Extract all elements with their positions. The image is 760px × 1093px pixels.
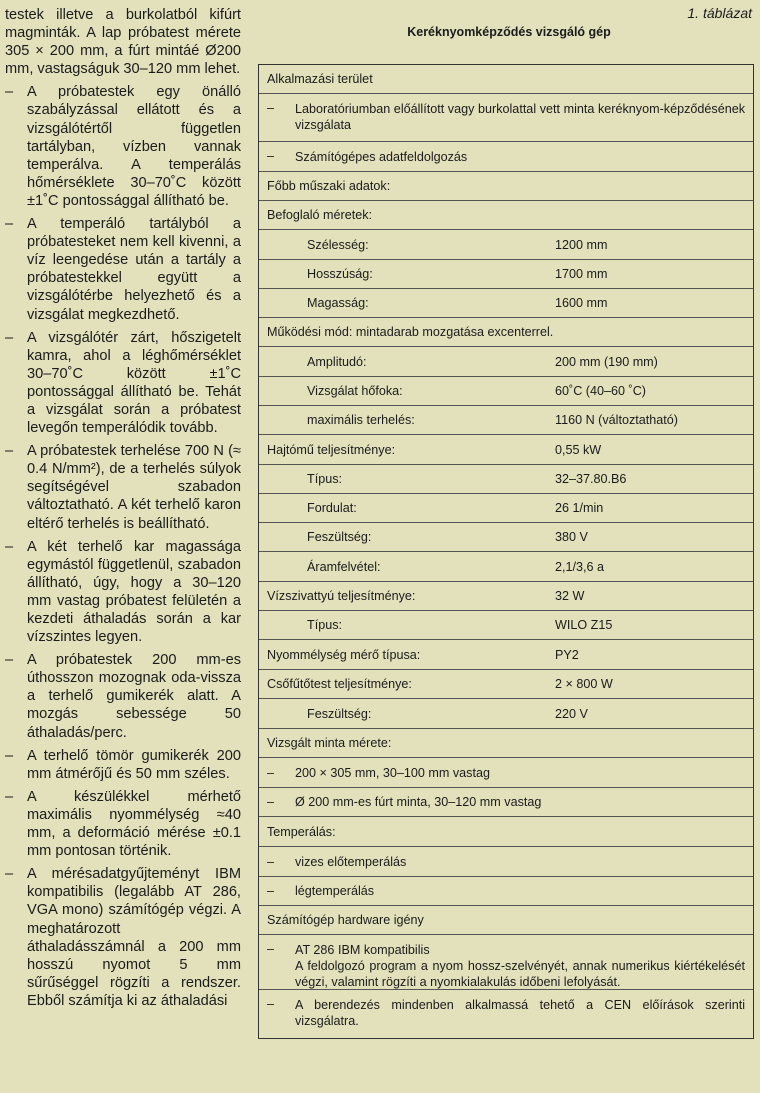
table-row [259, 817, 753, 847]
list-item-text: A készülékkel mérhető maximális nyommélység ≈40 mm, a deformáció mérése ±0.1 mm pontosan történik. [27, 788, 241, 860]
dash-bullet: – [267, 942, 275, 956]
row-heading: Temperálás: [267, 824, 336, 839]
table-row [259, 201, 753, 230]
intro-paragraph: testek illetve a burkolatból kifúrt magminták. A lap próbatest mérete 305 × 200 mm, a fúrt mintáé Ø200 mm, vastagságuk 30–120 mm lehet. [5, 7, 241, 78]
list-item [5, 747, 241, 783]
row-value: 0,55 kW [555, 442, 602, 457]
row-heading: Főbb műszaki adatok: [267, 179, 391, 193]
table-row [259, 377, 753, 406]
row-value: 380 V [555, 530, 588, 544]
table-row [259, 611, 753, 640]
list-item-text: A próbatestek 200 mm-es úthosszon mozognak oda-vissza a terhelő gumikerék alatt. A mozgás sebessége 50 áthaladás/perc. [27, 652, 241, 741]
table-row [259, 582, 753, 611]
list-item-text: A próbatestek terhelése 700 N (≈ 0.4 N/mm²), de a terhelés súlyok segítségével szabadon változtatható. A két terhelő karon eltérő terhelés is beállítható. [27, 443, 241, 532]
table-number-label: 1. táblázat [687, 5, 752, 21]
table-row [259, 142, 753, 172]
row-value: 2 × 800 W [555, 677, 613, 691]
table-row [259, 494, 753, 523]
table-row [259, 65, 753, 94]
dash-bullet: – [267, 149, 275, 163]
row-label: Típus: [307, 472, 342, 486]
row-value: 1700 mm [555, 267, 608, 281]
row-label: Vízszivattyú teljesítménye: [267, 589, 416, 603]
table-row [259, 172, 753, 201]
row-label: Áramfelvétel: [307, 559, 381, 574]
table-row [259, 758, 753, 788]
table-row [259, 347, 753, 377]
row-value: 32 W [555, 589, 585, 603]
row-value: 2,1/3,6 a [555, 559, 605, 574]
dash-bullet: – [5, 788, 14, 805]
list-item-text: A terhelő tömör gumikerék 200 mm átmérőjű és 50 mm széles. [27, 747, 241, 782]
dash-bullet: – [5, 443, 14, 460]
dash-bullet: – [5, 652, 14, 669]
list-item [5, 83, 241, 210]
row-label: Fordulat: [307, 501, 357, 515]
row-text: 200 × 305 mm, 30–100 mm vastag [295, 765, 490, 780]
table-row [259, 406, 753, 435]
list-item [5, 651, 241, 741]
row-heading: Vizsgált minta mérete: [267, 736, 392, 750]
row-label: Hajtómű teljesítménye: [267, 442, 396, 457]
list-item [5, 329, 241, 438]
list-item-text: A temperáló tartályból a próbatesteket nem kell kivenni, a víz leengedése után a tartály a próbatestekkel együtt a vizsgálótérbe helyezhető és a vizsgálat megkezdhető. [27, 216, 241, 323]
table-row [259, 729, 753, 758]
row-value: 1160 N (változtatható) [555, 413, 678, 427]
list-item-text: A vizsgálótér zárt, hőszigetelt kamra, ahol a léghőmérséklet 30–70˚C között ±1˚C pontossággal állítható be. Tehát a vizsgálat során a próbatest levegőn temperálódik tovább. [27, 329, 241, 437]
row-label: Csőfűtőtest teljesítménye: [267, 677, 412, 691]
row-text: Laboratóriumban előállított vagy burkolattal vett minta keréknyom-képződésének vizsgálata [295, 102, 745, 132]
dash-bullet: – [267, 884, 275, 898]
dash-bullet: – [267, 101, 275, 115]
table-row [259, 318, 753, 347]
table-row [259, 289, 753, 318]
row-value: WILO Z15 [555, 618, 613, 632]
row-text: AT 286 IBM kompatibilis A feldolgozó program a nyom hossz-szelvényét, annak numerikus kiértékelését végzi, valamint rögzíti a nyomkialakulás időbeni lefolyását. [295, 943, 745, 989]
dash-bullet: – [5, 538, 14, 555]
list-item-text: A két terhelő kar magassága egymástól függetlenül, szabadon állítható, úgy, hogy a 30–120 mm vastag próbatest felületén a kezdeti áthaladás során a kar vízszintes legyen. [27, 538, 241, 646]
list-item [5, 538, 241, 647]
row-value: 1600 mm [555, 296, 608, 310]
row-text: A berendezés mindenben alkalmassá tehető a CEN előírások szerinti vizsgálatra. [295, 998, 745, 1028]
row-label: maximális terhelés: [307, 413, 415, 427]
dash-bullet: – [267, 854, 275, 869]
dash-bullet: – [5, 216, 14, 233]
table-row [259, 847, 753, 877]
row-value: 200 mm (190 mm) [555, 354, 658, 369]
list-item [5, 215, 241, 324]
dash-bullet: – [5, 84, 14, 101]
dash-bullet: – [267, 795, 275, 809]
row-label: Nyommélység mérő típusa: [267, 647, 421, 662]
row-heading: Működési mód: mintadarab mozgatása excenterrel. [267, 325, 554, 339]
row-heading: Számítógép hardware igény [267, 913, 424, 927]
row-label: Feszültség: [307, 530, 372, 544]
list-item [5, 442, 241, 532]
table-row [259, 552, 753, 582]
row-label: Szélesség: [307, 237, 369, 252]
table-row [259, 260, 753, 289]
list-item-text: A próbatestek egy önálló szabályzással ellátott és a vizsgálótértől független tartályban, vízben vannak temperálva. A temperálás hőmérséklete 30–70˚C között ±1˚C pontossággal állítható be. [27, 84, 241, 209]
table-row [259, 935, 753, 990]
table-row [259, 670, 753, 699]
table-row [259, 230, 753, 260]
table-row [259, 906, 753, 935]
row-label: Amplitudó: [307, 354, 367, 369]
dash-bullet: – [5, 866, 14, 883]
table-row [259, 523, 753, 552]
row-heading: Alkalmazási terület [267, 72, 373, 86]
dash-bullet: – [267, 997, 275, 1011]
list-item [5, 788, 241, 860]
row-value: 220 V [555, 706, 588, 721]
table-row [259, 990, 753, 1038]
row-text: Ø 200 mm-es fúrt minta, 30–120 mm vastag [295, 795, 542, 809]
row-value: 32–37.80.B6 [555, 472, 627, 486]
left-text-column [5, 6, 241, 1010]
row-text: Számítógépes adatfeldolgozás [295, 150, 468, 164]
table-row [259, 435, 753, 465]
specification-table [258, 64, 754, 1039]
table-row [259, 465, 753, 494]
row-value: PY2 [555, 647, 579, 662]
list-item-text: A mérésadatgyűjteményt IBM kompatibilis (legalább AT 286, VGA mono) számítógép végzi. A meghatározott áthaladásszámnál a 200 mm hosszú nyomot 5 mm sűrűséggel rögzíti a rendszer. Ebből számítja ki az áthaladási [27, 866, 241, 1009]
list-item [5, 865, 241, 1010]
table-row [259, 699, 753, 729]
row-heading: Befoglaló méretek: [267, 208, 373, 222]
row-value: 26 1/min [555, 501, 604, 515]
bullet-list [5, 83, 241, 1010]
dash-bullet: – [5, 329, 14, 346]
row-label: Feszültség: [307, 706, 372, 721]
row-text: légtemperálás [295, 884, 375, 898]
table-row [259, 877, 753, 906]
table-row [259, 640, 753, 670]
row-label: Magasság: [307, 296, 369, 310]
row-label: Vizsgálat hőfoka: [307, 384, 403, 398]
table-title: Keréknyomképződés vizsgáló gép [407, 25, 611, 39]
row-label: Típus: [307, 618, 342, 632]
dash-bullet: – [267, 765, 275, 780]
dash-bullet: – [5, 747, 14, 764]
row-text: vizes előtemperálás [295, 854, 407, 869]
row-value: 60˚C (40–60 ˚C) [555, 384, 646, 398]
table-row [259, 94, 753, 142]
table-row [259, 788, 753, 817]
row-label: Hosszúság: [307, 267, 373, 281]
row-value: 1200 mm [555, 237, 608, 252]
